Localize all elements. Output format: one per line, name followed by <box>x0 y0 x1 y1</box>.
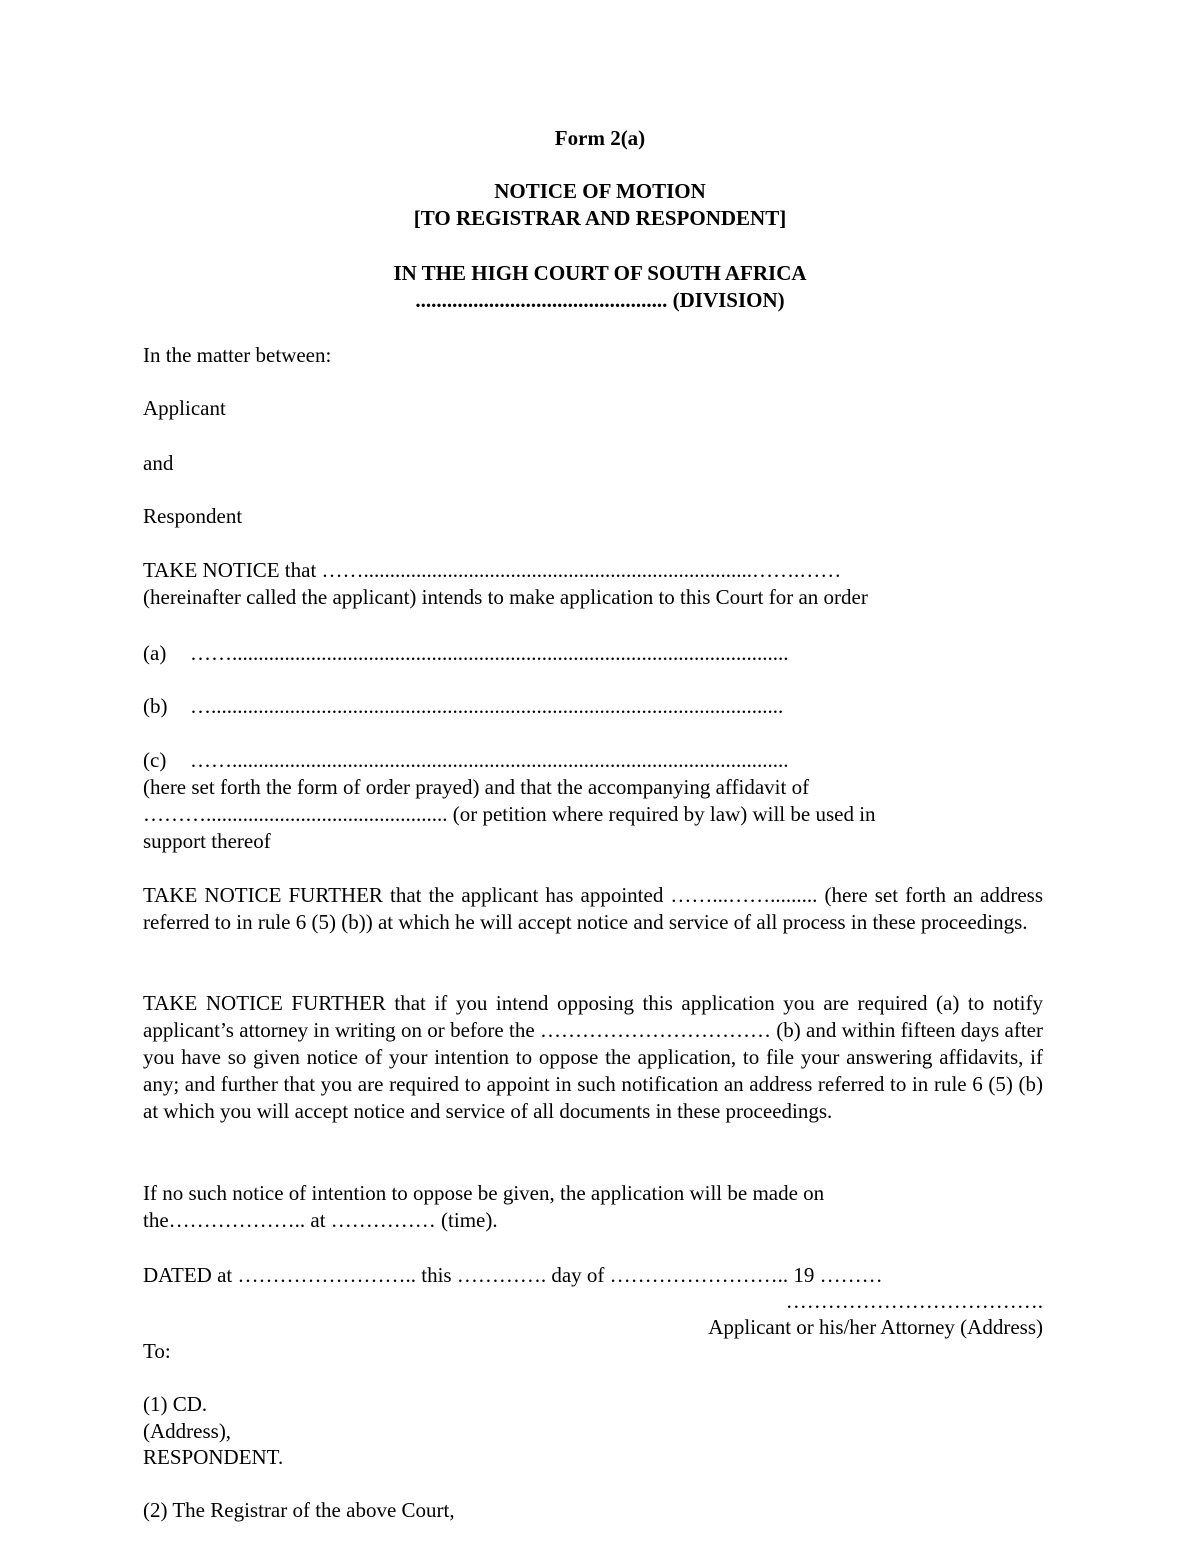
affidavit-line-2: ……….............................................. (or petition where required by law) will be used in <box>143 802 876 826</box>
take-notice-line-1: TAKE NOTICE that ……..........................................................................…….…… <box>143 558 842 582</box>
document-subtitle: [TO REGISTRAR AND RESPONDENT] <box>413 206 787 230</box>
parties-intro: In the matter between: <box>143 343 332 367</box>
recipient-2-name: (2) The Registrar of the above Court, <box>143 1498 455 1522</box>
to-label: To: <box>143 1339 171 1363</box>
take-notice-further-address: TAKE NOTICE FURTHER that the applicant has appointed ……...……......... (here set forth an address referred to in rule 6 (5) (b)) at which he will accept notice and service of all process in these proceedings. <box>143 883 1043 934</box>
affidavit-line-3: support thereof <box>143 829 271 853</box>
recipient-1-role: RESPONDENT. <box>143 1445 284 1469</box>
order-item-a-blank: …….......................................................................................................... <box>190 641 789 665</box>
take-notice-line-2: (hereinafter called the applicant) intends to make application to this Court for an order <box>143 585 868 609</box>
form-number: Form 2(a) <box>554 126 646 150</box>
order-item-b-blank: …............................................................................................................. <box>190 694 784 718</box>
and-label: and <box>143 451 174 475</box>
order-item-a-label: (a) <box>143 641 167 665</box>
division-line: ................................................ (DIVISION) <box>415 288 785 312</box>
order-item-c-label: (c) <box>143 748 167 772</box>
respondent-label: Respondent <box>143 504 243 528</box>
document-title: NOTICE OF MOTION <box>494 179 706 203</box>
take-notice-further-oppose: TAKE NOTICE FURTHER that if you intend opposing this application you are required (a) to notify applicant’s attorney in writing on or before the …………………………… (b) and within fifteen days after you have so given notice of your intention to oppose the application, to file your answering affidavits, if any; and further that you are required to appoint in such notification an address referred to in rule 6 (5) (b) at which you will accept notice and service of all documents in these proceedings. <box>143 991 1043 1123</box>
affidavit-line-1: (here set forth the form of order prayed) and that the accompanying affidavit of <box>143 775 810 799</box>
no-notice-line-1: If no such notice of intention to oppose be given, the application will be made on <box>143 1181 825 1205</box>
recipient-1-address: (Address), <box>143 1419 232 1443</box>
applicant-label: Applicant <box>143 396 226 420</box>
no-notice-line-2: the……………….. at …………… (time). <box>143 1208 498 1232</box>
court-name: IN THE HIGH COURT OF SOUTH AFRICA <box>393 261 807 285</box>
recipient-1-name: (1) CD. <box>143 1392 208 1416</box>
order-item-c-blank: …….......................................................................................................... <box>190 748 789 772</box>
dated-line: DATED at …………………….. this …………. day of …………………….. 19 ……… <box>143 1263 883 1287</box>
signature-blank: ………………………………. <box>785 1289 1043 1313</box>
order-item-b-label: (b) <box>143 694 168 718</box>
signature-label: Applicant or his/her Attorney (Address) <box>708 1315 1043 1339</box>
